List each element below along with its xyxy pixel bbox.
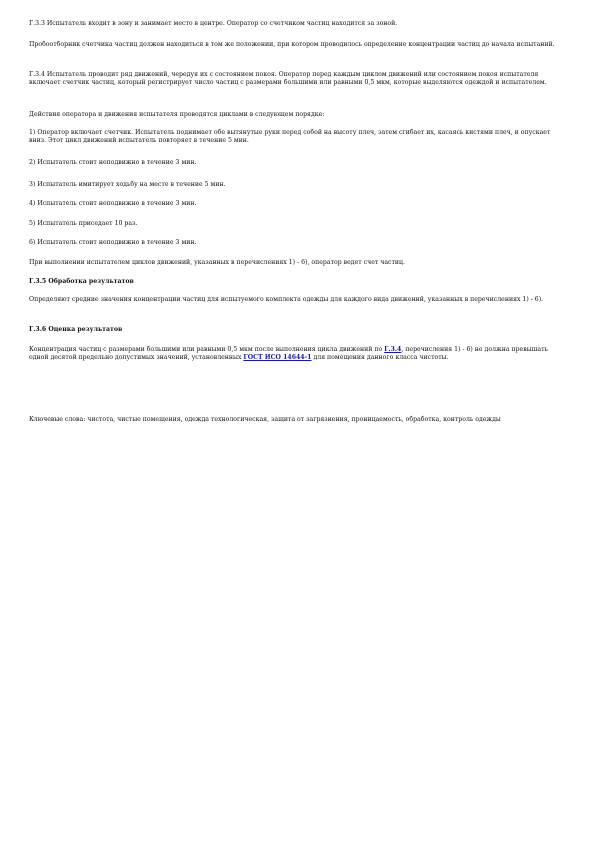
paragraph-evaluation <box>29 346 565 363</box>
list-item-3: 3) Испытатель имитирует ходьбу на месте в течение 5 мин. <box>29 181 226 188</box>
evaluation-text-middle: , перечисления 1) - 6) не должна превышать одной десятой предельно допустимых значений, установленных <box>29 346 548 362</box>
list-item-6: 6) Испытатель стоит неподвижно в течение 3 мин. <box>29 239 197 246</box>
section-heading-evaluation: Г.3.6 Оценка результатов <box>29 326 123 333</box>
evaluation-text-end: для помещения данного класса чистоты. <box>311 354 449 362</box>
list-item-2: 2) Испытатель стоит неподвижно в течение 3 мин. <box>29 159 197 166</box>
list-item-5: 5) Испытатель приседает 10 раз. <box>29 220 138 227</box>
paragraph-counting: При выполнении испытателем циклов движений, указанных в перечислениях 1) - 6), оператор ведет счет частиц. <box>29 259 405 266</box>
link-gost-iso-14644-1[interactable]: ГОСТ ИСО 14644-1 <box>243 354 312 362</box>
list-item-4: 4) Испытатель стоит неподвижно в течение 3 мин. <box>29 200 197 207</box>
link-g34[interactable]: Г.3.4 <box>384 346 402 353</box>
keywords-paragraph: Ключевые слова: чистота, чистые помещения, одежда технологическая, защита от загрязнения, проницаемость, обработка, контроль одежды <box>29 416 501 423</box>
evaluation-text-start: Концентрация частиц с размерами большими или равными 0,5 мкм после выполнения цикла движений по <box>29 346 385 353</box>
paragraph-processing: Определяют средние значения концентрации частиц для испытуемого комплекта одежды для каждого вида движений, указанных в перечислениях 1) - 6). <box>29 296 544 303</box>
paragraph-g33: Г.3.3 Испытатель входит в зону и занимает место в центре. Оператор со счетчиком частиц находится за зоной. <box>29 20 398 27</box>
paragraph-g34: Г.3.4 Испытатель проводит ряд движений, чередуя их с состоянием покоя. Оператор перед каждым циклом движений или состоянием покоя испытателя включает счетчик частиц, который регистрирует число частиц с размерами большими или равными 0,5 мкм, которые выделяются одеждой и испытателем. <box>29 71 547 87</box>
list-item-1: 1) Оператор включает счетчик. Испытатель поднимает обе вытянутые руки перед собой на высоту плеч, затем сгибает их, касаясь кистями плеч, и опускает вниз. Этот цикл движений испытатель повторяет в течение 5 мин. <box>29 129 551 145</box>
paragraph-sampler: Пробоотборник счетчика частиц должен находиться в том же положении, при котором проводилось определение концентрации частиц до начала испытаний. <box>29 41 555 48</box>
paragraph-cycle-order: Действия оператора и движения испытателя проводятся циклами в следующем порядке: <box>29 111 325 118</box>
section-heading-processing: Г.3.5 Обработка результатов <box>29 278 134 285</box>
